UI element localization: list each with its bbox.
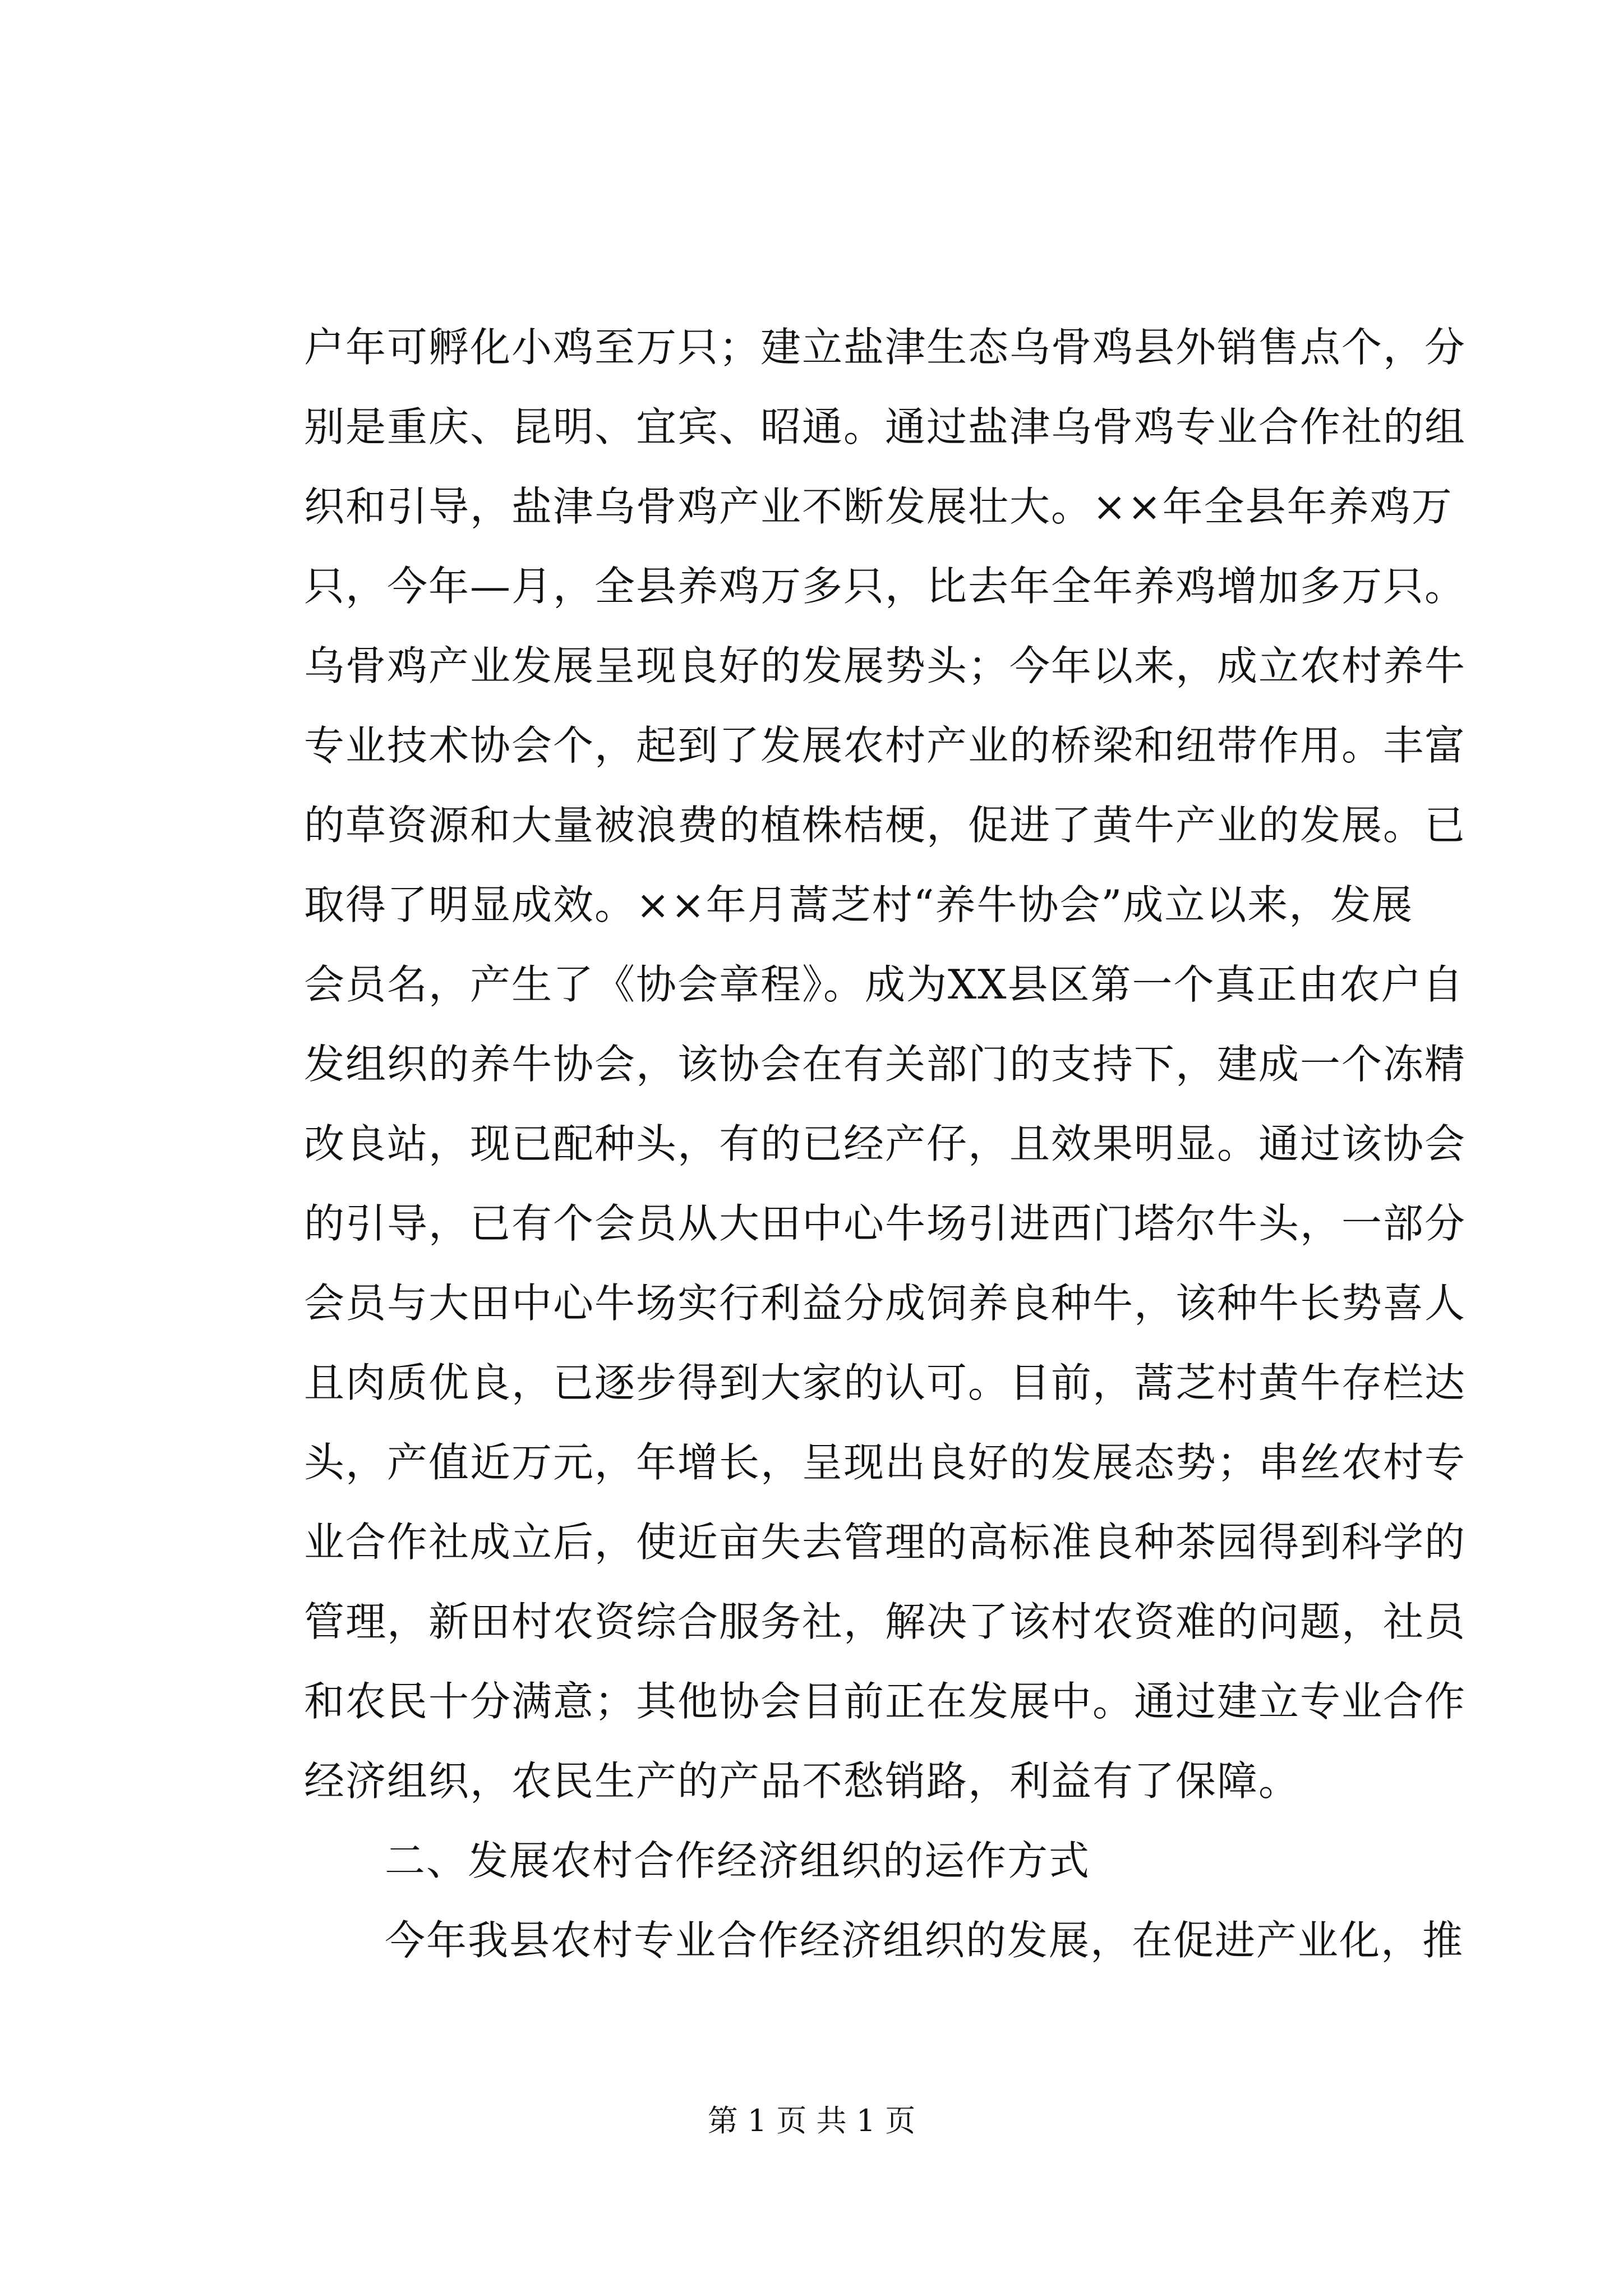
text-line: 只，今年—月，全县养鸡万多只，比去年全年养鸡增加多万只。 [304, 563, 1467, 610]
text-line: 经济组织，农民生产的产品不愁销路，利益有了保障。 [304, 1757, 1301, 1805]
text-line: 发组织的养牛协会，该协会在有关部门的支持下，建成一个冻精 [304, 1041, 1467, 1088]
text-line: 专业技术协会个，起到了发展农村产业的桥梁和纽带作用。丰富 [304, 722, 1467, 769]
section-heading: 二、发展农村合作经济组织的运作方式 [385, 1837, 1091, 1884]
text-line: 别是重庆、昆明、宜宾、昭通。通过盐津乌骨鸡专业合作社的组 [304, 403, 1467, 450]
text-line: 今年我县农村专业合作经济组织的发展，在促进产业化，推 [385, 1917, 1464, 1964]
text-line: 管理，新田村农资综合服务社，解决了该村农资难的问题，社员 [304, 1598, 1467, 1645]
text-line: 业合作社成立后，使近亩失去管理的高标准良种茶园得到科学的 [304, 1519, 1467, 1566]
text-line: 且肉质优良，已逐步得到大家的认可。目前，蒿芝村黄牛存栏达 [304, 1359, 1467, 1406]
text-line: 户年可孵化小鸡至万只；建立盐津生态乌骨鸡县外销售点个，分 [304, 324, 1467, 371]
text-line: 织和引导，盐津乌骨鸡产业不断发展壮大。××年全县年养鸡万 [304, 483, 1453, 530]
text-line: 的草资源和大量被浪费的植株桔梗，促进了黄牛产业的发展。已 [304, 802, 1467, 849]
text-line: 会员名，产生了《协会章程》。成为XX县区第一个真正由农户自 [304, 961, 1464, 1008]
text-line: 乌骨鸡产业发展呈现良好的发展势头；今年以来，成立农村养牛 [304, 642, 1467, 689]
text-line: 改良站，现已配种头，有的已经产仔，且效果明显。通过该协会 [304, 1120, 1467, 1167]
text-line: 取得了明显成效。××年月蒿芝村“养牛协会”成立以来，发展 [304, 881, 1414, 928]
text-line: 会员与大田中心牛场实行利益分成饲养良种牛，该种牛长势喜人 [304, 1280, 1467, 1327]
body-text [304, 307, 1467, 1980]
page-number-footer: 第 1 页 共 1 页 [707, 2103, 916, 2138]
text-line: 头，产值近万元，年增长，呈现出良好的发展态势；串丝农村专 [304, 1439, 1467, 1486]
text-line: 和农民十分满意；其他协会目前正在发展中。通过建立专业合作 [304, 1678, 1467, 1725]
text-line: 的引导，已有个会员从大田中心牛场引进西门塔尔牛头，一部分 [304, 1200, 1467, 1247]
